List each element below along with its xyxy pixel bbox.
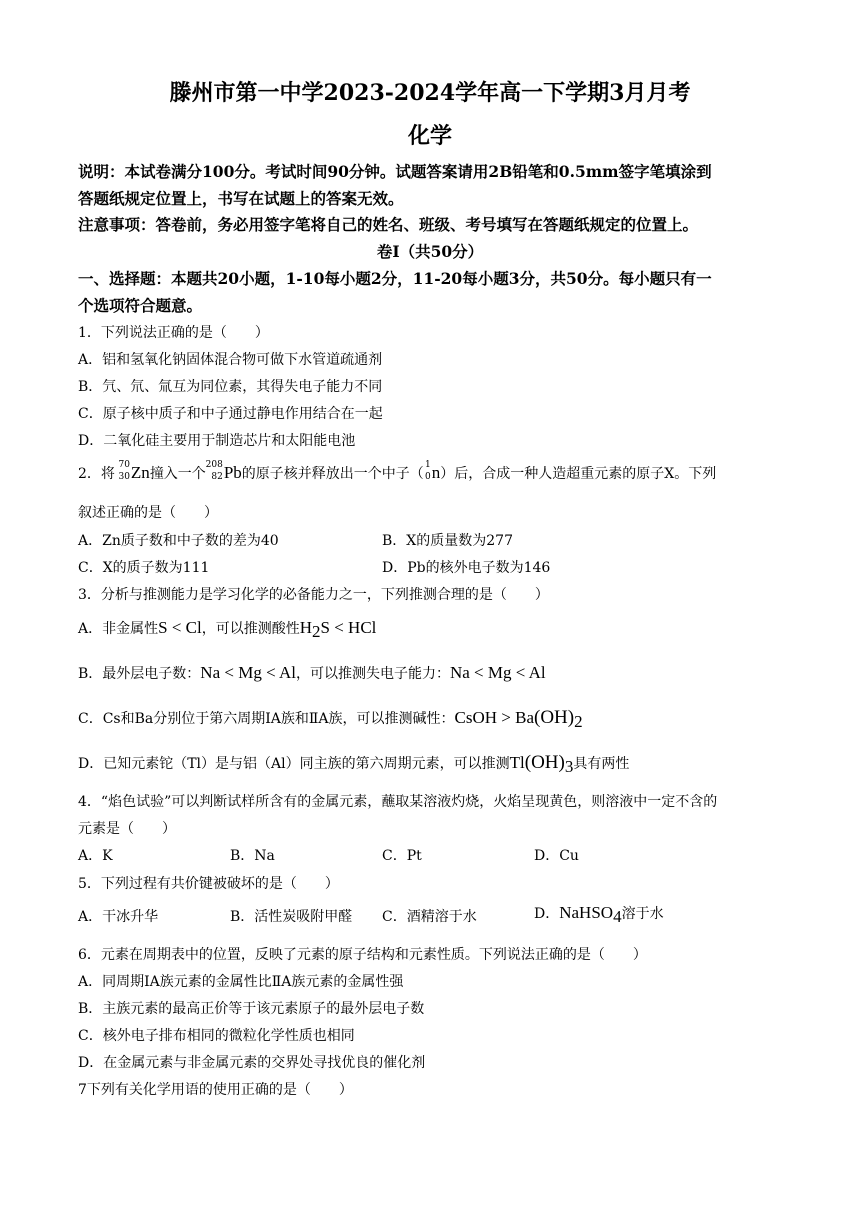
question-3-c-hydroxide: (OH) (534, 707, 575, 728)
question-2-option-d: D．Pb的核外电子数为146 (382, 560, 551, 576)
question-2-text-mid2: 的原子核并释放出一个中子（ (241, 466, 424, 482)
section-heading-line-2: 个选项符合题意。 (78, 296, 203, 315)
question-1-stem: 1．下列说法正确的是（ ） (78, 325, 269, 341)
question-2-text-pre: 2．将 (78, 466, 115, 482)
question-2-text-mid1: 撞入一个 (149, 466, 206, 482)
question-3-d-hydroxide: (OH) (524, 752, 565, 773)
pb-atomic-number: 82 (211, 472, 223, 482)
question-3-b-formula-2: Na < Mg < Al (449, 663, 546, 682)
question-4-option-a: A．K (78, 848, 113, 864)
section-heading-line-1: 一、选择题：本题共20小题，1-10每小题2分，11-20每小题3分，共50分。每小题只有一 (78, 269, 712, 288)
question-3-b-formula-1: Na < Mg < Al (200, 663, 296, 682)
question-1-option-b: B．氕、氘、氚互为同位素，其得失电子能力不同 (78, 379, 383, 395)
question-5-option-c: C．酒精溶于水 (382, 909, 477, 925)
question-3-c-subscript: 2 (574, 711, 583, 731)
question-3-option-c (78, 707, 786, 732)
question-6-option-a: A．同周期ⅠA族元素的金属性比ⅡA族元素的金属性强 (78, 974, 404, 990)
zn-mass-number: 70 (118, 460, 130, 470)
pb-nuclide (205, 460, 224, 482)
instructions-line-1: 说明：本试卷满分100分。考试时间90分钟。试题答案请用2B铅笔和0.5mm签字笔填涂到 (78, 162, 712, 181)
exam-title: 滕州市第一中学2023-2024学年高一下学期3月月考 (169, 80, 691, 106)
question-3-b-text-mid: ，可以推测失电子能力： (295, 666, 450, 682)
question-4-stem-line-1: 4．“焰色试验”可以判断试样所含有的金属元素，蘸取某溶液灼烧，火焰呈现黄色，则溶液中一定不含的 (78, 794, 718, 810)
question-2-option-b: B．X的质量数为277 (382, 533, 513, 549)
zn-nuclide (115, 460, 131, 482)
question-4-stem-line-2: 元素是（ ） (78, 821, 176, 837)
question-1-option-a: A．铝和氢氧化钠固体混合物可做下水管道疏通剂 (78, 352, 383, 368)
question-1-option-c: C．原子核中质子和中子通过静电作用结合在一起 (78, 406, 383, 422)
question-2-option-a: A．Zn质子数和中子数的差为40 (78, 533, 279, 549)
question-5-stem: 5．下列过程有共价键被破坏的是（ ） (78, 876, 339, 892)
subject-title: 化学 (407, 123, 452, 149)
question-5-d-subscript: 4 (613, 906, 622, 926)
question-3-d-formula: Tl (509, 753, 525, 772)
question-3-c-text: C．Cs和Ba分别位于第六周期ⅠA族和ⅡA族，可以推测碱性： (78, 711, 455, 727)
question-3-option-b (78, 663, 786, 683)
question-3-a-text-mid: ，可以推测酸性 (201, 621, 300, 637)
question-2-stem-line-2: 叙述正确的是（ ） (78, 505, 218, 521)
question-3-stem: 3．分析与推测能力是学习化学的必备能力之一，下列推测合理的是（ ） (78, 587, 549, 603)
neutron-nuclide (424, 460, 432, 482)
question-5-d-label: D． (534, 906, 560, 922)
question-3-option-d (78, 752, 786, 777)
pb-mass-number: 208 (205, 460, 223, 470)
neutron-mass-number: 1 (425, 460, 431, 470)
question-2-option-c: C．X的质子数为111 (78, 560, 210, 576)
question-4-option-d: D．Cu (534, 848, 579, 864)
question-3-c-formula: CsOH > Ba (454, 708, 534, 727)
question-5-option-d (534, 903, 664, 927)
question-3-b-text: B．最外层电子数： (78, 666, 201, 682)
question-3-d-subscript: 3 (564, 756, 574, 776)
question-3-d-text: D．已知元素铊（Tl）是与铝（Al）同主族的第六周期元素，可以推测 (78, 756, 510, 772)
question-6-option-d: D．在金属元素与非金属元素的交界处寻找优良的催化剂 (78, 1055, 426, 1071)
pb-symbol: Pb (223, 463, 242, 482)
question-2-text-post: ）后，合成一种人造超重元素的原子X。下列 (440, 466, 717, 482)
question-3-a-formula-2a: H (299, 618, 313, 637)
question-6-option-b: B．主族元素的最高正价等于该元素原子的最外层电子数 (78, 1001, 425, 1017)
neutron-charge: 0 (425, 472, 431, 482)
question-3-a-formula-1: S < Cl (158, 618, 202, 637)
question-5-d-text-post: 溶于水 (621, 906, 664, 922)
zn-symbol: Zn (130, 463, 150, 482)
question-7-stem: 7下列有关化学用语的使用正确的是（ ） (78, 1082, 353, 1098)
instructions-line-2: 答题纸规定位置上，书写在试题上的答案无效。 (78, 189, 404, 208)
question-3-a-formula-2b: S < HCl (320, 618, 377, 637)
question-6-stem: 6．元素在周期表中的位置，反映了元素的原子结构和元素性质。下列说法正确的是（ ） (78, 947, 647, 963)
question-6-option-c: C．核外电子排布相同的微粒化学性质也相同 (78, 1028, 355, 1044)
question-4-option-c: C．Pt (382, 848, 422, 864)
question-3-option-a (78, 618, 786, 642)
notice-line: 注意事项：答卷前，务必用签字笔将自己的姓名、班级、考号填写在答题纸规定的位置上。 (78, 215, 699, 234)
question-3-d-text-post: 具有两性 (573, 756, 630, 772)
question-5-d-formula: NaHSO (559, 903, 614, 922)
question-5-option-a: A．干冰升华 (78, 909, 159, 925)
question-4-option-b: B．Na (230, 848, 275, 864)
neutron-symbol: n (431, 463, 441, 482)
question-1-option-d: D．二氧化硅主要用于制造芯片和太阳能电池 (78, 433, 356, 449)
question-3-a-text: A．非金属性 (78, 621, 159, 637)
volume-heading: 卷Ⅰ（共50分） (376, 242, 484, 261)
question-5-option-b: B．活性炭吸附甲醛 (230, 909, 353, 925)
question-2-stem (78, 460, 786, 483)
zn-atomic-number: 30 (118, 472, 130, 482)
question-3-a-subscript: 2 (312, 621, 321, 641)
